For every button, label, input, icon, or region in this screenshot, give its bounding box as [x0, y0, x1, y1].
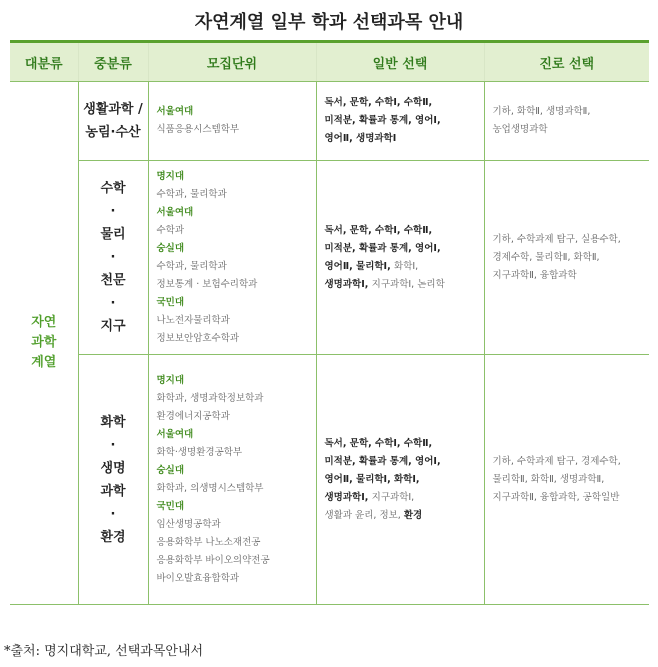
general-elective-line [325, 507, 484, 525]
general-elective-line [325, 471, 484, 489]
major-category-cell [10, 82, 78, 605]
major-category-line: 자연 [31, 315, 57, 330]
header-row [10, 43, 649, 82]
mid-category-cell [78, 355, 148, 605]
general-elective-line [325, 435, 484, 453]
subject-text: 미적분, 확률과 통계, 영어Ⅰ, [324, 115, 441, 126]
mid-category-line: 물리 [100, 227, 126, 242]
general-elective-line [325, 94, 484, 112]
subject-text: 영어Ⅱ, 생명과학Ⅰ [324, 133, 397, 144]
career-elective-line: 기하, 화학Ⅱ, 생명과학Ⅱ, [492, 106, 591, 117]
general-elective-line [325, 453, 484, 471]
department-name: 화학과, 생명과학정보학과 [156, 392, 264, 404]
university-name: 서울여대 [156, 106, 194, 117]
university-name: 숭실대 [156, 464, 185, 476]
subject-text: 독서, 문학, 수학Ⅰ, 수학Ⅱ, [324, 437, 433, 449]
mid-category-line: 농림·수산 [85, 125, 141, 140]
university-name: 숭실대 [156, 242, 185, 254]
mid-category-line: · [110, 204, 116, 219]
mid-category-line: 과학 [100, 483, 126, 499]
header-major: 대분류 [10, 43, 78, 82]
mid-category-line: · [110, 296, 116, 311]
university-name: 국민대 [156, 296, 185, 308]
subject-text: 영어Ⅱ, 물리학Ⅰ, 화학Ⅰ, [324, 473, 420, 485]
general-elective-cell [316, 82, 484, 161]
mid-category-line: 생활과학 / [83, 102, 143, 117]
department-name: 임산생명공학과 [156, 518, 221, 530]
subject-text: 지구과학Ⅰ, [371, 491, 415, 503]
university-name: 서울여대 [156, 206, 194, 218]
header-general: 일반 선택 [316, 43, 484, 82]
department-name: 화학과, 의생명시스템학부 [156, 482, 264, 494]
subject-text: 화학Ⅰ, [394, 260, 419, 272]
table-body [10, 82, 649, 605]
department-name: 수학과, 물리학과 [156, 260, 227, 272]
mid-category-line: · [110, 437, 116, 453]
mid-category-line: 생명 [100, 460, 126, 476]
mid-category-cell [78, 161, 148, 355]
department-name: 응용화학부 바이오의약전공 [156, 554, 270, 566]
subject-text: 환경 [403, 509, 423, 521]
mid-category-line: · [110, 506, 116, 522]
career-elective-line: 지구과학Ⅱ, 융합과학 [492, 269, 577, 281]
subject-text: 영어Ⅱ, 물리학Ⅰ, [324, 260, 395, 272]
general-elective-line [325, 258, 484, 276]
general-elective-cell [316, 355, 484, 605]
recruit-units-cell [148, 161, 316, 355]
department-name: 바이오발효융합학과 [156, 572, 240, 584]
career-elective-line: 지구과학Ⅱ, 융합과학, 공학일반 [492, 491, 620, 503]
table-row [10, 82, 649, 161]
subject-text: 미적분, 확률과 통계, 영어Ⅰ, [324, 242, 441, 254]
general-elective-line [325, 130, 484, 148]
subject-text: 지구과학Ⅰ, 논리학 [371, 278, 445, 290]
career-elective-line: 물리학Ⅱ, 화학Ⅱ, 생명과학Ⅱ, [492, 473, 605, 485]
career-elective-cell [484, 355, 649, 605]
mid-category-line: · [110, 250, 116, 265]
career-elective-cell [484, 161, 649, 355]
mid-category-line: 지구 [100, 319, 126, 334]
career-elective-cell [484, 82, 649, 161]
university-name: 명지대 [156, 374, 185, 386]
subject-table-container [10, 40, 649, 605]
career-elective-line: 경제수학, 물리학Ⅱ, 화학Ⅱ, [492, 251, 600, 263]
department-name: 환경에너지공학과 [156, 410, 230, 422]
subject-text: 생명과학Ⅰ, [324, 491, 372, 503]
department-name: 수학과 [156, 224, 185, 236]
general-elective-line [325, 489, 484, 507]
mid-category-line: 화학 [100, 414, 126, 430]
recruit-units-cell [148, 355, 316, 605]
department-name: 수학과, 물리학과 [156, 188, 227, 200]
mid-category-cell [78, 82, 148, 161]
career-elective-line: 기하, 수학과제 탐구, 실용수학, [492, 233, 621, 245]
mid-category-line: 천문 [100, 273, 126, 288]
recruit-units-cell [148, 82, 316, 161]
general-elective-line [325, 112, 484, 130]
general-elective-line [325, 240, 484, 258]
department-name: 화학·생명환경공학부 [156, 446, 243, 458]
subject-text: 독서, 문학, 수학Ⅰ, 수학Ⅱ, [324, 224, 433, 236]
major-category-line: 과학 [31, 335, 57, 350]
header-career: 진로 선택 [484, 43, 649, 82]
department-name: 정보통계 · 보험수리학과 [156, 278, 258, 290]
general-elective-line [325, 222, 484, 240]
mid-category-line: 환경 [100, 529, 126, 545]
header-mid: 중분류 [78, 43, 148, 82]
subject-text: 생명과학Ⅰ, [324, 278, 372, 290]
career-elective-line: 기하, 수학과제 탐구, 경제수학, [492, 455, 621, 467]
department-name: 식품응용시스템학부 [156, 124, 240, 135]
table-row [10, 355, 649, 605]
subject-text: 독서, 문학, 수학Ⅰ, 수학Ⅱ, [324, 97, 433, 108]
department-name: 나노전자물리학과 [156, 314, 230, 326]
university-name: 서울여대 [156, 428, 194, 440]
department-name: 응용화학부 나노소재전공 [156, 536, 261, 548]
university-name: 명지대 [156, 170, 185, 182]
general-elective-line [325, 276, 484, 294]
subject-text: 미적분, 확률과 통계, 영어Ⅰ, [324, 455, 441, 467]
major-category-line: 계열 [31, 355, 57, 370]
source-note: *출처: 명지대학교, 선택과목안내서 [4, 644, 204, 659]
department-name: 정보보안암호수학과 [156, 332, 240, 344]
general-elective-cell [316, 161, 484, 355]
university-name: 국민대 [156, 500, 185, 512]
mid-category-line: 수학 [100, 181, 126, 196]
page-title: 자연계열 일부 학과 선택과목 안내 [194, 12, 464, 33]
subject-table [10, 43, 649, 605]
header-units: 모집단위 [148, 43, 316, 82]
table-row [10, 161, 649, 355]
career-elective-line: 농업생명과학 [492, 124, 548, 135]
subject-text: 생활과 윤리, 정보, [324, 509, 404, 521]
